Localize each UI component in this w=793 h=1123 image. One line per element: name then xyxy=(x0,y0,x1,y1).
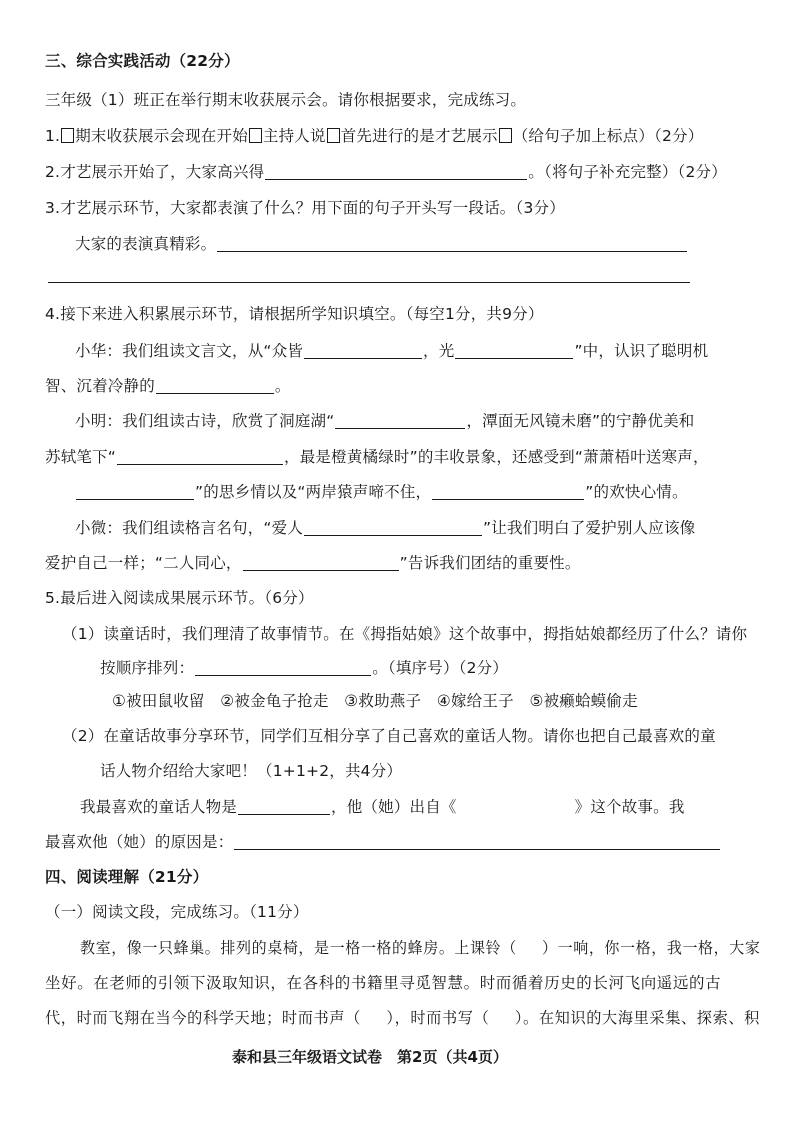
question-5-1-options: ①被田鼠收留 ②被金龟子抢走 ③救助燕子 ④嫁给王子 ⑤被癞蛤蟆偷走 xyxy=(112,692,638,710)
punctuation-box[interactable] xyxy=(327,128,340,143)
section4-subheading: （一）阅读文段，完成练习。（11分） xyxy=(45,903,309,921)
answer-blank[interactable] xyxy=(243,554,399,571)
question-5-2-points: 话人物介绍给大家吧！（1+1+2，共4分） xyxy=(100,762,403,780)
question-5-2-character: 我最喜欢的童话人物是 ，他（她）出自《 》这个故事。我 xyxy=(80,798,685,816)
answer-blank[interactable] xyxy=(217,235,687,252)
question-1: 1. 期末收获展示会现在开始 主持人说 首先进行的是才艺展示 （给句子加上标点）（2分） xyxy=(45,127,704,145)
answer-blank[interactable] xyxy=(304,342,422,359)
question-4: 4.接下来进入积累展示环节，请根据所学知识填空。（每空1分，共9分） xyxy=(45,305,544,323)
question-5-1: （1）读童话时，我们理清了故事情节。在《拇指姑娘》这个故事中，拇指姑娘都经历了什么？请你 xyxy=(62,625,748,643)
question-4-line-2: 智、沉着冷静的 。 xyxy=(45,377,291,395)
question-4-line-1: 小华：我们组读文言文，从“众皆 ，光 ”中，认识了聪明机 xyxy=(75,342,709,360)
answer-blank[interactable] xyxy=(195,659,371,676)
page-footer: 泰和县三年级语文试卷 第2页（共4页） xyxy=(232,1048,508,1066)
answer-blank[interactable] xyxy=(238,798,330,815)
answer-blank[interactable] xyxy=(455,342,573,359)
reading-line-1: 教室，像一只蜂巢。排列的桌椅，是一格一格的蜂房。上课铃（ ）一响，你一格，我一格，大家 xyxy=(80,939,761,957)
answer-line[interactable] xyxy=(48,282,690,283)
punctuation-box[interactable] xyxy=(499,128,512,143)
answer-blank[interactable] xyxy=(304,519,482,536)
question-3-prompt: 大家的表演真精彩。 xyxy=(75,233,688,255)
question-4-line-4: 苏轼笔下“ ，最是橙黄橘绿时”的丰收景象，还感受到“萧萧梧叶送寒声， xyxy=(45,448,709,466)
question-4-line-6: 小微：我们组读格言名句，“爱人 ”让我们明白了爱护别人应该像 xyxy=(75,519,696,537)
question-5: 5.最后进入阅读成果展示环节。（6分） xyxy=(45,589,314,607)
punctuation-box[interactable] xyxy=(61,128,74,143)
section4-heading: 四、阅读理解（21分） xyxy=(45,868,209,886)
answer-blank[interactable] xyxy=(432,483,584,500)
question-5-2: （2）在童话故事分享环节，同学们互相分享了自己喜欢的童话人物。请你也把自己最喜欢的童 xyxy=(62,727,716,745)
answer-blank[interactable] xyxy=(234,833,720,850)
punctuation-box[interactable] xyxy=(249,128,262,143)
question-4-line-7: 爱护自己一样；“二人同心， ”告诉我们团结的重要性。 xyxy=(45,554,581,572)
reading-line-3: 代，时而飞翔在当今的科学天地；时而书声（ ），时而书写（ ）。在知识的大海里采集、探索、积 xyxy=(45,1009,760,1027)
answer-blank[interactable] xyxy=(265,163,527,180)
section3-intro: 三年级（1）班正在举行期末收获展示会。请你根据要求，完成练习。 xyxy=(45,91,527,109)
question-3: 3.才艺展示环节，大家都表演了什么？用下面的句子开头写一段话。（3分） xyxy=(45,199,565,217)
reading-line-2: 坐好。在老师的引领下汲取知识，在各科的书籍里寻觅智慧。时而循着历史的长河飞向遥远的古 xyxy=(45,974,722,992)
answer-blank[interactable] xyxy=(117,448,283,465)
question-4-line-3: 小明：我们组读古诗，欣赏了洞庭湖“ ，潭面无风镜未磨”的宁静优美和 xyxy=(75,412,695,430)
question-4-line-5: ”的思乡情以及“两岸猿声啼不住， ”的欢快心情。 xyxy=(75,481,688,503)
question-5-2-reason: 最喜欢他（她）的原因是： xyxy=(45,831,721,853)
answer-blank[interactable] xyxy=(335,412,465,429)
answer-blank[interactable] xyxy=(76,483,194,500)
answer-blank[interactable] xyxy=(156,377,274,394)
question-5-1-order: 按顺序排列： 。（填序号）（2分） xyxy=(100,659,509,677)
question-2: 2.才艺展示开始了，大家高兴得 。（将句子补充完整）（2分） xyxy=(45,163,727,181)
section3-heading: 三、综合实践活动（22分） xyxy=(45,52,240,70)
